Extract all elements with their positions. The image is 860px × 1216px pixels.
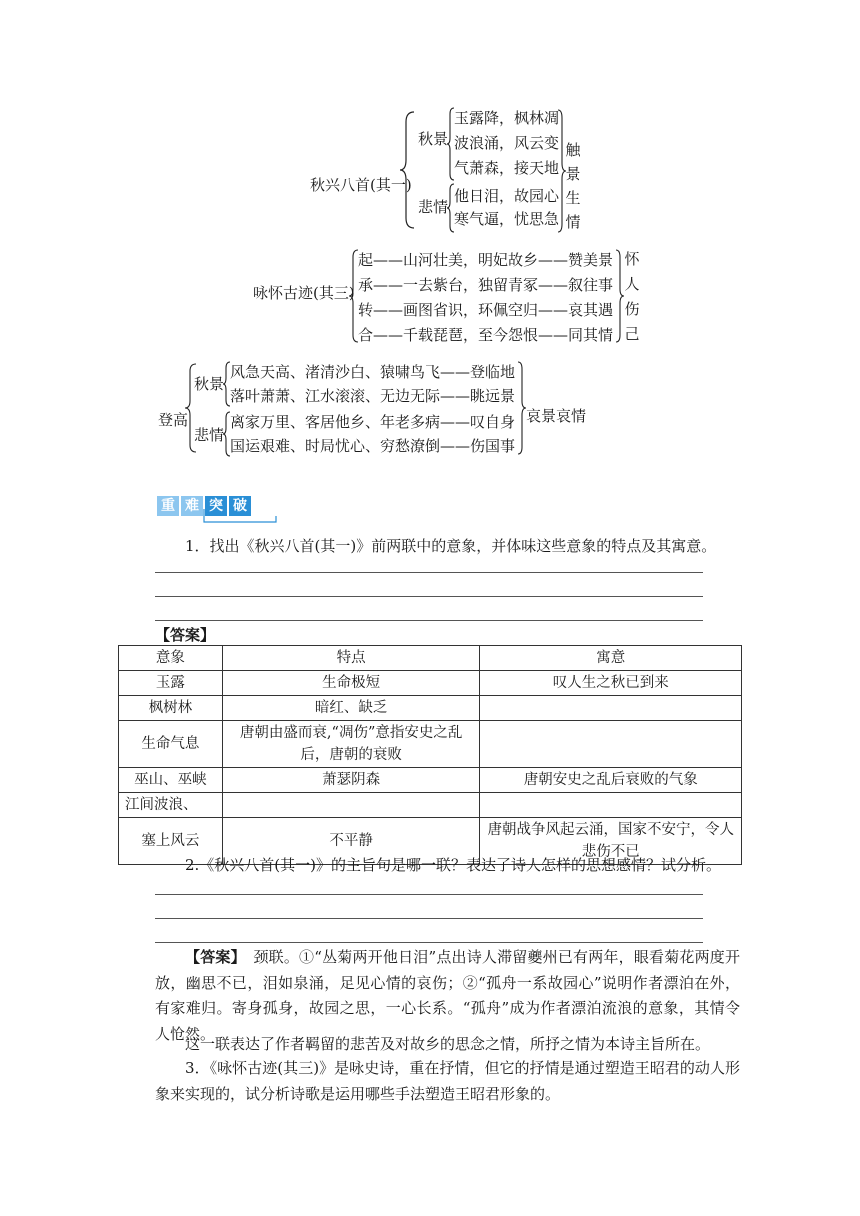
structure-line: 承——一去紫台，独留青冢——叙往事	[358, 276, 614, 294]
poem-line: 落叶萧萧、江水滚滚、无边无际——眺远景	[230, 387, 516, 405]
answer-text: 颈联。①“丛菊两开他日泪”点出诗人滞留夔州已有两年，眼看菊花两度开放，幽思不已，泪如泉涌，足见心情的哀伤；②“孤舟一系故园心”说明作者漂泊在外，有家难归。寄身孤身，故园之思，一心长系。“孤舟”成为作者漂泊流浪的意象，其情令人怆然。	[155, 948, 740, 1043]
left-brace-icon	[398, 110, 418, 230]
table-row	[119, 768, 742, 793]
table-header: 意象	[119, 646, 223, 671]
table-cell: 生命气息	[119, 721, 223, 768]
table-cell	[480, 793, 742, 818]
branch-label: 秋景	[418, 130, 449, 148]
answer-2-conclusion: 这一联表达了作者羁留的悲苦及对故乡的思念之情，所抒之情为本诗主旨所在。	[185, 1035, 711, 1053]
table-cell: 巫山、巫峡	[119, 768, 223, 793]
table-row	[119, 721, 742, 768]
question-2: 2.《秋兴八首(其一)》的主旨句是哪一联？表达了诗人怎样的思想感情？试分析。	[185, 856, 722, 874]
diagram-title: 登高	[158, 411, 189, 429]
table-cell	[222, 793, 480, 818]
table-cell: 玉露	[119, 671, 223, 696]
answer-blank-line	[155, 620, 703, 621]
poem-line: 波浪涌，风云变	[454, 134, 560, 152]
question-1: 1．找出《秋兴八首(其一)》前两联中的意象，并体味这些意象的特点及其寓意。	[185, 537, 717, 555]
answer-label: 【答案】	[155, 626, 216, 644]
answer-blank-line	[155, 572, 703, 573]
table-row	[119, 793, 742, 818]
branch-label: 悲情	[418, 198, 449, 216]
badge-underline-icon	[200, 506, 280, 526]
table-cell: 生命极短	[222, 671, 480, 696]
table-row	[119, 696, 742, 721]
table-row	[119, 671, 742, 696]
table-cell: 唐朝安史之乱后衰败的气象	[480, 768, 742, 793]
poem-line: 寒气逼，忧思急	[454, 210, 560, 228]
table-header: 特点	[222, 646, 480, 671]
answer-label: 【答案】	[185, 948, 239, 966]
table-cell: 唐朝战争风起云涌，国家不安宁，令人悲伤不已	[480, 818, 742, 865]
table-cell: 不平静	[222, 818, 480, 865]
table-cell: 枫树林	[119, 696, 223, 721]
diagram-title: 秋兴八首(其一)	[310, 176, 412, 194]
table-cell: 萧瑟阴森	[222, 768, 480, 793]
summary-vertical: 怀 人 伤 己	[624, 250, 640, 343]
section-badge: 重 难 突 破	[157, 496, 253, 518]
table-cell: 暗红、缺乏	[222, 696, 480, 721]
poem-line: 气萧森，接天地	[454, 159, 560, 177]
structure-line: 合——千载琵琶，至今怨恨——同其情	[358, 326, 614, 344]
table-cell	[480, 721, 742, 768]
summary-text: 哀景哀情	[526, 407, 587, 425]
table-cell	[480, 696, 742, 721]
diagram-title: 咏怀古迹(其三)	[253, 284, 355, 302]
answer-table	[118, 645, 742, 865]
poem-line: 国运艰难、时局忧心、穷愁潦倒——伤国事	[230, 437, 516, 455]
table-cell: 叹人生之秋已到来	[480, 671, 742, 696]
question-3: 3．《咏怀古迹(其三)》是咏史诗，重在抒情，但它的抒情是通过塑造王昭君的动人形象来实现的，试分析诗歌是运用哪些手法塑造王昭君形象的。	[155, 1059, 740, 1103]
answer-blank-line	[155, 596, 703, 597]
summary-vertical: 触 景 生 情	[565, 141, 581, 231]
poem-line: 玉露降，枫林凋	[454, 109, 560, 127]
table-header-row	[119, 646, 742, 671]
poem-line: 风急天高、渚清沙白、猿啸鸟飞——登临地	[230, 363, 516, 381]
poem-line: 离家万里、客居他乡、年老多病——叹自身	[230, 413, 516, 431]
structure-line: 起——山河壮美，明妃故乡——赞美景	[358, 251, 614, 269]
answer-blank-line	[155, 942, 703, 943]
answer-blank-line	[155, 894, 703, 895]
structure-line: 转——画图省识，环佩空归——哀其遇	[358, 301, 614, 319]
branch-label: 悲情	[194, 426, 225, 444]
branch-label: 秋景	[194, 375, 225, 393]
table-cell: 唐朝由盛而衰,“凋伤”意指安史之乱后，唐朝的衰败	[222, 721, 480, 768]
table-cell: 江间波浪、	[119, 793, 223, 818]
answer-blank-line	[155, 918, 703, 919]
poem-line: 他日泪，故园心	[454, 187, 560, 205]
table-header: 寓意	[480, 646, 742, 671]
table-cell: 塞上风云	[119, 818, 223, 865]
